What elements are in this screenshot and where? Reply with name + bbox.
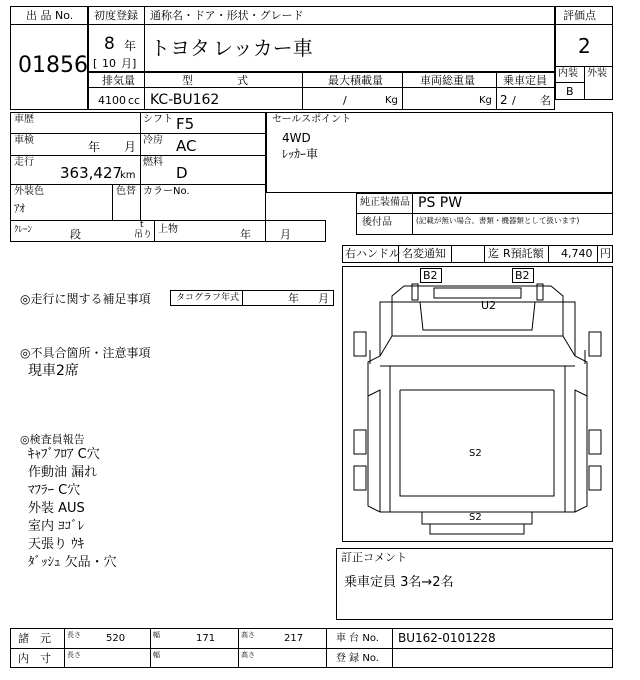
dimensions-label: 諸 元	[18, 632, 51, 645]
ac-value: AC	[176, 137, 197, 155]
displacement-value: 4100	[98, 94, 126, 107]
inner-length-label: 長さ	[67, 651, 81, 659]
lot-number: 01856	[18, 53, 88, 78]
vehicle-name-label: 通称名・ドア・形状・グレード	[150, 9, 304, 22]
model-type: KC-BU162	[150, 92, 220, 108]
damage-mark: S2	[469, 512, 482, 523]
exterior-color-label: 外装色	[14, 186, 44, 197]
capacity-separator: /	[512, 94, 516, 107]
width-label: 幅	[153, 631, 160, 639]
divider	[356, 213, 613, 214]
sales-point-line: 4WD	[282, 131, 311, 145]
listing-label: 上物	[158, 224, 178, 235]
listing-row	[154, 220, 326, 242]
divider	[496, 72, 497, 110]
defect-line: 現車2席	[28, 363, 79, 379]
vehicle-diagram	[342, 266, 613, 542]
crane-hang-label: 吊り	[134, 230, 153, 240]
damage-mark: B2	[423, 269, 438, 282]
inner-width-label: 幅	[153, 651, 160, 659]
chassis-number: BU162-0101228	[398, 631, 496, 645]
aftermarket-note: (記載が無い場合、書類・機器類として扱います)	[416, 216, 580, 225]
mileage-label: 走行	[14, 157, 34, 168]
exterior-color: ｱｵ	[14, 202, 25, 215]
max-load-label: 最大積載量	[328, 74, 383, 87]
gross-weight-unit: Kg	[479, 95, 492, 106]
crane-label: ｸﾚｰﾝ	[14, 225, 33, 235]
defects-heading: ◎不具合箇所・注意事項	[20, 346, 151, 360]
model-type-label: 型 式	[182, 74, 248, 87]
inspection-year-unit: 年	[88, 140, 101, 154]
chassis-label: 車 台 No.	[336, 633, 379, 644]
damage-mark: S2	[469, 448, 482, 459]
divider	[555, 82, 584, 83]
recycle-unit: 円	[600, 247, 611, 260]
correction-label: 訂正コメント	[341, 551, 407, 564]
crane-steps-unit: 段	[70, 228, 81, 241]
displacement-label: 排気量	[102, 74, 135, 87]
divider	[88, 24, 555, 25]
length-value: 520	[106, 633, 126, 644]
registration-month-unit: 月]	[121, 57, 137, 70]
damage-mark: U2	[481, 299, 497, 312]
gross-weight-label: 車両総重量	[420, 74, 475, 87]
sales-point-line: ﾚｯｶｰ車	[282, 147, 319, 161]
lot-number-label: 出 品 No.	[26, 9, 74, 22]
divider	[144, 6, 145, 72]
model-name: レッカー車	[213, 36, 313, 60]
listing-month-unit: 月	[280, 228, 291, 241]
inspector-line: 天張り ｳｷ	[28, 537, 85, 552]
damage-mark: B2	[515, 269, 530, 282]
name-change-field	[451, 245, 485, 263]
shift-value: F5	[176, 115, 195, 133]
inspector-line: ﾀﾞｯｼｭ 欠品・穴	[28, 555, 117, 570]
divider	[10, 133, 266, 134]
divider	[10, 648, 613, 649]
overall-score: 2	[578, 34, 591, 58]
interior-score: B	[566, 85, 574, 98]
divider	[10, 155, 266, 156]
inspection-label: 車検	[14, 135, 34, 146]
inner-dimensions-label: 内 寸	[18, 652, 51, 665]
genuine-equipment: PS PW	[418, 195, 463, 211]
inspector-line: ｷｬﾌﾞﾌﾛｱ C穴	[28, 447, 100, 462]
divider	[584, 66, 585, 100]
registration-year-unit: 年	[124, 39, 137, 53]
sales-points-label: セールスポイント	[272, 114, 352, 125]
inspector-heading: ◎検査員報告	[20, 433, 85, 446]
divider	[392, 628, 393, 668]
inspector-line: 外装 AUS	[28, 501, 85, 516]
length-label: 長さ	[67, 631, 81, 639]
divider	[238, 628, 239, 668]
registration-year: 8	[104, 34, 115, 54]
recycle-label: R預託額	[503, 247, 544, 260]
exterior-score-label: 外装	[587, 68, 607, 79]
inspector-line: 室内 ﾖｺﾞﾚ	[28, 519, 85, 534]
maker-name: トヨタ	[150, 36, 210, 60]
capacity-value: 2	[500, 93, 508, 107]
shift-label: シフト	[143, 114, 173, 125]
inner-height-label: 高さ	[241, 651, 255, 659]
inspector-line: ﾏﾌﾗｰ C穴	[28, 483, 81, 498]
color-number-label: カラーNo.	[143, 186, 190, 197]
ac-label: 冷房	[143, 135, 163, 146]
inspector-line: 作動油 漏れ	[28, 465, 98, 480]
inspection-month-unit: 月	[124, 140, 137, 154]
displacement-unit: cc	[128, 94, 141, 107]
crane-ton-unit: t	[140, 220, 144, 230]
height-value: 217	[284, 633, 304, 644]
registration-number-label: 登 録 No.	[336, 653, 379, 664]
interior-score-label: 内装	[558, 68, 578, 79]
registration-month: 10	[102, 57, 116, 70]
deadline-mark: 迄	[488, 247, 499, 260]
divider	[242, 290, 243, 306]
divider	[412, 193, 413, 235]
divider	[140, 112, 141, 220]
driving-notes-heading: ◎走行に関する補足事項	[20, 292, 151, 306]
color-swap-label: 色替	[116, 186, 136, 197]
registration-month-open: [	[93, 57, 98, 70]
tachograph-year-unit: 年	[288, 292, 299, 305]
first-registration-label: 初度登録	[94, 9, 138, 22]
correction-text: 乗車定員 3名→2名	[344, 575, 454, 590]
right-hand-drive: 右ハンドル	[345, 247, 400, 260]
max-load-separator: /	[343, 94, 347, 107]
listing-year-unit: 年	[240, 228, 251, 241]
capacity-unit: 名	[540, 94, 551, 107]
genuine-equipment-label: 純正装備品	[360, 197, 410, 208]
divider	[150, 628, 151, 668]
max-load-unit: Kg	[385, 95, 398, 106]
fuel-value: D	[176, 164, 188, 182]
aftermarket-label: 後付品	[362, 217, 392, 228]
width-value: 171	[196, 633, 216, 644]
divider	[555, 24, 613, 25]
tachograph-label: タコグラフ年式	[176, 293, 240, 303]
name-change-label: 名変通知	[402, 247, 446, 260]
recycle-amount: 4,740	[561, 247, 593, 260]
tachograph-month-unit: 月	[318, 292, 329, 305]
mileage-value: 363,427	[60, 164, 123, 182]
capacity-label: 乗車定員	[503, 74, 547, 87]
height-label: 高さ	[241, 631, 255, 639]
divider	[144, 72, 145, 110]
divider	[88, 87, 555, 88]
divider	[402, 72, 403, 110]
divider	[326, 628, 327, 668]
divider	[112, 184, 113, 220]
divider	[302, 72, 303, 110]
mileage-unit: km	[120, 170, 136, 181]
divider	[10, 184, 266, 185]
divider	[10, 24, 88, 25]
divider	[64, 628, 65, 668]
fuel-label: 燃料	[143, 157, 163, 168]
score-label: 評価点	[563, 9, 596, 22]
history-label: 車歴	[14, 114, 34, 125]
